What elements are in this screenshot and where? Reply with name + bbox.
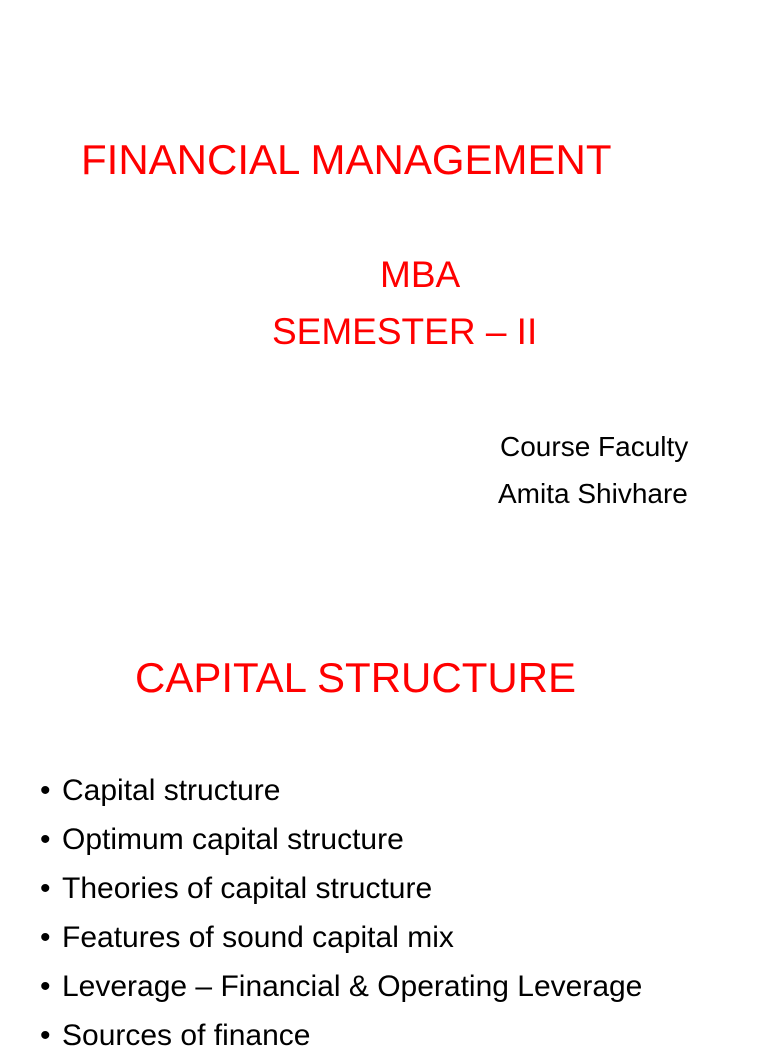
topic-item — [40, 766, 642, 815]
topic-item — [40, 815, 642, 864]
topic-text: Capital structure — [62, 774, 281, 807]
semester-label: SEMESTER – II — [272, 311, 538, 352]
topic-text: Optimum capital structure — [62, 823, 404, 856]
topic-text: Leverage – Financial & Operating Leverage — [62, 970, 643, 1003]
topic-list — [40, 766, 642, 1060]
topic-item — [40, 864, 642, 913]
bullet-icon: • — [40, 1019, 51, 1052]
slide-capital-structure — [0, 600, 768, 1052]
faculty-label: Course Faculty — [500, 431, 689, 462]
topic-item — [40, 1011, 642, 1060]
topic-text: Theories of capital structure — [62, 872, 433, 905]
program-label: MBA — [380, 254, 461, 295]
bullet-icon: • — [40, 970, 51, 1003]
topic-item — [40, 962, 642, 1011]
faculty-name: Amita Shivhare — [498, 478, 688, 509]
bullet-icon: • — [40, 774, 51, 807]
bullet-icon: • — [40, 872, 51, 905]
bullet-icon: • — [40, 823, 51, 856]
topic-text: Features of sound capital mix — [62, 921, 454, 954]
bullet-icon: • — [40, 921, 51, 954]
course-title: FINANCIAL MANAGEMENT — [81, 136, 612, 183]
topic-text: Sources of finance — [62, 1019, 311, 1052]
topic-item — [40, 913, 642, 962]
slide-title: CAPITAL STRUCTURE — [135, 654, 577, 701]
